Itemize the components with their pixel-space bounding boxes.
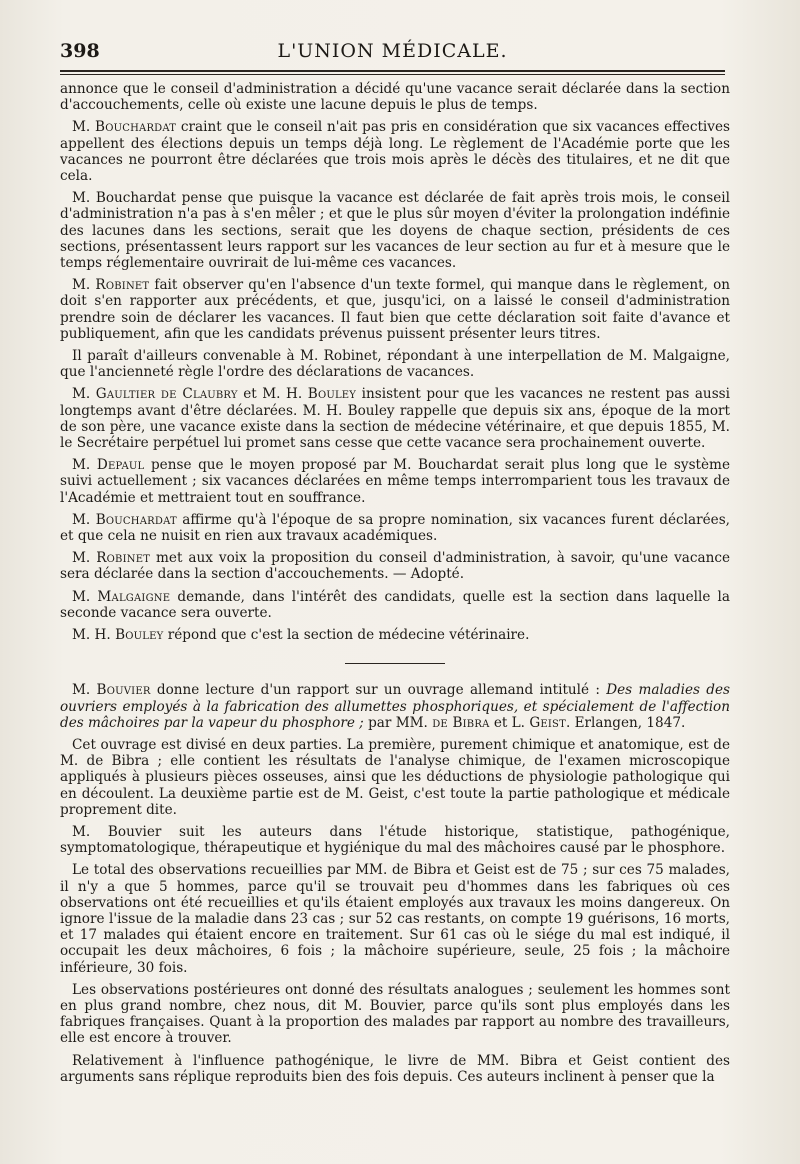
paragraph: Relativement à l'influence pathogénique, le livre de MM. Bibra et Geist contient des arguments sans réplique reproduits bien des fois depuis. Ces auteurs inclinent à penser que la xyxy=(60,1052,730,1085)
paragraph: Cet ouvrage est divisé en deux parties. La première, purement chimique et anatomique, est de M. de Bibra ; elle contient les résultats de l'analyse chimique, de l'examen microscopique appliqués à plusieurs pièces osseuses, ainsi que les déductions de physiologie pathologique qui en découlent. La deuxième partie est de M. Geist, c'est toute la partie pathologique et médicale proprement dite. xyxy=(60,736,730,818)
page-number: 398 xyxy=(60,40,100,62)
paragraph: M. Malgaigne demande, dans l'intérêt des candidats, quelle est la section dans laquelle la seconde vacance sera ouverte. xyxy=(60,588,731,621)
speaker-name: Bouley xyxy=(307,386,357,403)
paragraph: M. Bouchardat pense que puisque la vacance est déclarée de fait après trois mois, le conseil d'administration n'a pas à s'en mêler ; et que le plus sûr moyen d'éviter la prolongation indéfinie des lacunes dans les sections, serait que les doyens de chaque section, présidents de ces sections, présentassent leurs rapport sur les vacances de leur section au fur et à mesure que le temps réglementaire ouvrirait de lui-même ces vacances. xyxy=(60,190,730,272)
paragraph: M. Depaul pense que le moyen proposé par M. Bouchardat serait plus long que le système suivi actuellement ; six vacances déclarées en même temps interromparient tous les travaux de l'Académie et mettraient tout en souffrance. xyxy=(60,457,730,506)
paragraph: M. Bouvier suit les auteurs dans l'étude historique, statistique, pathogénique, symptomatologique, thérapeutique et hygiénique du mal des mâchoires causé par le phosphore. xyxy=(60,823,730,857)
paragraph: annonce que le conseil d'administration a décidé qu'une vacance serait déclarée dans la section d'accouchements, celle où existe une lacune depuis le plus de temps. xyxy=(60,81,730,114)
speaker-name: Bouley xyxy=(115,627,164,644)
page-header xyxy=(60,36,725,72)
speaker-name: Bouchardat xyxy=(95,119,177,136)
paragraph: M. Robinet fait observer qu'en l'absence d'un texte formel, qui manque dans le règlement, on doit s'en rapporter aux précédents, et que, jusqu'ici, on a laissé le conseil d'administration prendre soin de déclarer les vacances. Il faut bien que cette déclaration soit faite d'avance et publiquement, afin que les candidats prévenus puissent présenter leurs titres. xyxy=(60,277,731,342)
paragraph: Il paraît d'ailleurs convenable à M. Robinet, répondant à une interpellation de M. Malgaigne, que l'ancienneté règle l'ordre des déclarations de vacances. xyxy=(60,348,730,381)
paragraph: M. H. Bouley répond que c'est la section de médecine vétérinaire. xyxy=(72,627,530,644)
paragraph: Le total des observations recueillies par MM. de Bibra et Geist est de 75 ; sur ces 75 malades, il n'y a que 5 hommes, parce qu'il se trouvait peu d'hommes dans les fabriques où ces observations ont été recueillies et qu'ils étaient employés aux travaux les moins dangereux. On ignore l'issue de la maladie dans 23 cas ; sur 52 cas restants, on compte 19 guérisons, 16 morts, et 17 malades qui étaient encore en traitement. Sur 61 cas où le siége du mal est indiqué, il occupait les deux mâchoires, 6 fois ; la mâchoire supérieure, seule, 25 fois ; la mâchoire inférieure, 30 fois. xyxy=(60,862,730,976)
book-title: Des maladies des ouvriers employés à la fabrication des allumettes phosphoriques, et spécialement de l'affection des mâchoires par la vapeur du phosphore ; xyxy=(60,682,730,731)
paragraph: M. Bouchardat craint que le conseil n'ait pas pris en considération que six vacances effectives appellent des élections depuis un temps déjà long. Le règlement de l'Académie porte que les vacances ne pourront être déclarées que trois mois après le décès des titulaires, et ne dit que cela. xyxy=(60,119,730,185)
journal-title: L'UNION MÉDICALE. xyxy=(277,40,508,62)
speaker-name: Bouvier xyxy=(96,682,151,699)
paragraph: M. Bouchardat affirme qu'à l'époque de sa propre nomination, six vacances furent déclarées, et que cela ne nuisit en rien aux travaux académiques. xyxy=(60,511,730,545)
paragraph: M. Gaultier de Claubry et M. H. Bouley insistent pour que les vacances ne restent pas aussi longtemps avant d'être déclarées. M. H. Bouley rappelle que depuis six ans, époque de la mort de son père, une vacance existe dans la section de médecine vétérinaire, et que depuis 1855, M. le Secrétaire perpétuel lui promet sans cesse que cette vacance sera prochainement ouverte. xyxy=(60,386,730,452)
speaker-name: Depaul xyxy=(96,457,145,474)
section-separator xyxy=(345,663,445,664)
speaker-name: Robinet xyxy=(96,550,151,567)
paragraph: Les observations postérieures ont donné des résultats analogues ; seulement les hommes sont en plus grand nombre, chez nous, dit M. Bouvier, parce qu'ils sont plus employés dans les fabriques françaises. Quant à la proportion des malades par rapport au nombre des travailleurs, elle est encore à trouver. xyxy=(60,981,730,1047)
article-body xyxy=(60,81,730,1085)
speaker-name: Malgaigne xyxy=(97,588,171,605)
header-rule xyxy=(60,74,725,75)
speaker-name: Robinet xyxy=(95,277,150,294)
paragraph: M. Bouvier donne lecture d'un rapport sur un ouvrage allemand intitulé : Des maladies des ouvriers employés à la fabrication des allumettes phosphoriques, et spécialement de l'affection des mâchoires par la vapeur du phosphore ; par MM. de Bibra et L. Geist. Erlangen, 1847. xyxy=(60,682,730,731)
speaker-name: Bouchardat xyxy=(95,511,177,528)
speaker-name: Gaultier de Claubry xyxy=(95,386,238,403)
paragraph: M. Robinet met aux voix la proposition du conseil d'administration, à savoir, qu'une vacance sera déclarée dans la section d'accouchements. — Adopté. xyxy=(60,550,731,583)
